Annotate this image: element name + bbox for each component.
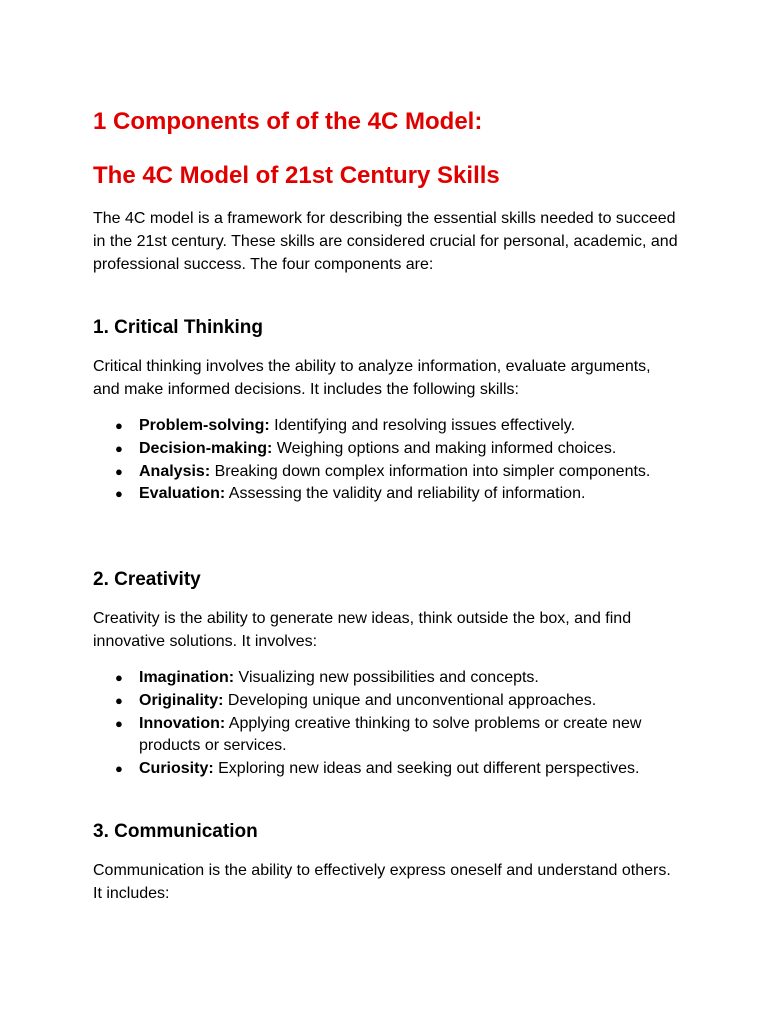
skills-list-creativity bbox=[93, 667, 678, 781]
list-item bbox=[93, 461, 678, 484]
section-intro-creativity: Creativity is the ability to generate new ideas, think outside the box, and find innovative solutions. It involves: bbox=[93, 610, 632, 650]
list-item bbox=[93, 713, 678, 759]
item-term: Originality: bbox=[139, 691, 224, 709]
bullet-icon: ● bbox=[115, 463, 123, 479]
list-item bbox=[93, 667, 678, 690]
item-term: Problem-solving: bbox=[139, 417, 270, 434]
item-text: Breaking down complex information into simpler components. bbox=[210, 462, 651, 480]
skills-list-critical-thinking bbox=[93, 415, 678, 506]
item-text: Assessing the validity and reliability of information. bbox=[225, 485, 586, 503]
item-text: Exploring new ideas and seeking out different perspectives. bbox=[213, 760, 640, 778]
intro-paragraph: The 4C model is a framework for describing the essential skills needed to succeed in the 21st century. These skills are considered crucial for personal, academic, and professional success. The four components are: bbox=[93, 210, 678, 273]
item-term: Decision-making: bbox=[139, 439, 273, 457]
document-subtitle: The 4C Model of 21st Century Skills bbox=[93, 162, 500, 189]
item-text: Weighing options and making informed choices. bbox=[272, 439, 617, 457]
bullet-icon: ● bbox=[115, 418, 123, 433]
section-intro-communication: Communication is the ability to effectively express oneself and understand others. It includes: bbox=[93, 862, 671, 902]
item-term: Curiosity: bbox=[139, 760, 214, 778]
item-term: Evaluation: bbox=[139, 485, 226, 503]
item-term: Imagination: bbox=[139, 669, 235, 686]
bullet-icon: ● bbox=[115, 715, 123, 731]
bullet-icon: ● bbox=[115, 761, 123, 777]
item-text: Visualizing new possibilities and concepts. bbox=[234, 669, 539, 686]
item-term: Analysis: bbox=[139, 462, 211, 480]
section-heading-communication: 3. Communication bbox=[93, 821, 258, 842]
list-item bbox=[93, 690, 678, 713]
item-text: Identifying and resolving issues effectively. bbox=[269, 417, 576, 434]
bullet-icon: ● bbox=[115, 486, 123, 502]
section-heading-creativity: 2. Creativity bbox=[93, 569, 201, 590]
item-term: Innovation: bbox=[139, 714, 226, 732]
bullet-icon: ● bbox=[115, 440, 123, 456]
bullet-icon: ● bbox=[115, 670, 123, 685]
list-item bbox=[93, 483, 678, 506]
bullet-icon: ● bbox=[115, 692, 123, 708]
section-intro-critical-thinking: Critical thinking involves the ability to analyze information, evaluate arguments, and make informed decisions. It includes the following skills: bbox=[93, 358, 651, 398]
item-text: Applying creative thinking to solve problems or create new products or services. bbox=[139, 714, 642, 755]
section-heading-critical-thinking: 1. Critical Thinking bbox=[93, 317, 263, 338]
document-title: 1 Components of of the 4C Model: bbox=[93, 108, 483, 135]
list-item bbox=[93, 758, 678, 781]
list-item bbox=[93, 438, 678, 461]
list-item bbox=[93, 415, 678, 438]
item-text: Developing unique and unconventional approaches. bbox=[223, 691, 597, 709]
